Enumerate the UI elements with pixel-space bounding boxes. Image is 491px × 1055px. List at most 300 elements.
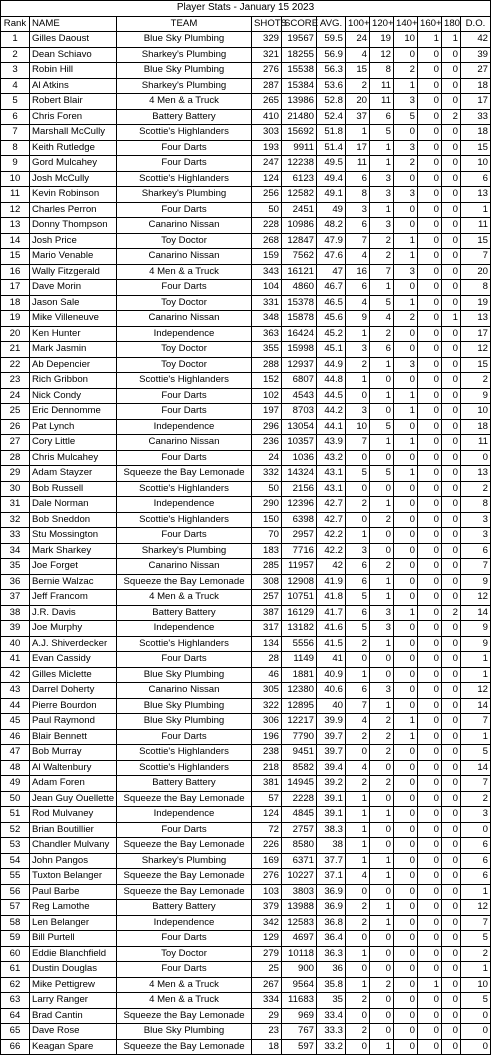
cell-team: Squeeze the Bay Lemonade — [117, 884, 252, 900]
cell-team: Sharkey's Plumbing — [117, 47, 252, 63]
cell-140-plus: 0 — [394, 869, 418, 885]
cell-160-plus: 0 — [418, 884, 442, 900]
cell-160-plus: 0 — [418, 993, 442, 1009]
cell-rank: 40 — [1, 636, 30, 652]
cell-180: 0 — [442, 621, 461, 637]
cell-team: Independence — [117, 497, 252, 513]
cell-do: 33 — [461, 109, 491, 125]
cell-avg: 47.9 — [317, 233, 346, 249]
cell-160-plus: 0 — [418, 497, 442, 513]
cell-name: Mike Villeneuve — [30, 311, 117, 327]
cell-160-plus: 0 — [418, 249, 442, 265]
cell-score: 14324 — [282, 466, 317, 482]
cell-rank: 29 — [1, 466, 30, 482]
cell-120-plus: 5 — [370, 466, 394, 482]
cell-avg: 42 — [317, 559, 346, 575]
cell-avg: 36.3 — [317, 946, 346, 962]
cell-180: 0 — [442, 776, 461, 792]
cell-160-plus: 0 — [418, 264, 442, 280]
cell-avg: 36.9 — [317, 884, 346, 900]
cell-score: 21480 — [282, 109, 317, 125]
cell-120-plus: 1 — [370, 140, 394, 156]
cell-avg: 33.3 — [317, 1024, 346, 1040]
table-row — [1, 559, 491, 575]
cell-avg: 39.1 — [317, 807, 346, 823]
cell-rank: 60 — [1, 946, 30, 962]
cell-rank: 22 — [1, 357, 30, 373]
cell-120-plus: 1 — [370, 388, 394, 404]
cell-do: 5 — [461, 745, 491, 761]
cell-avg: 33.2 — [317, 1039, 346, 1055]
cell-shots: 104 — [252, 280, 282, 296]
cell-160-plus: 0 — [418, 47, 442, 63]
cell-score: 12217 — [282, 714, 317, 730]
cell-team: Four Darts — [117, 156, 252, 172]
cell-do: 10 — [461, 977, 491, 993]
cell-do: 20 — [461, 264, 491, 280]
cell-shots: 24 — [252, 450, 282, 466]
cell-160-plus: 0 — [418, 109, 442, 125]
cell-140-plus: 0 — [394, 590, 418, 606]
cell-avg: 42.7 — [317, 497, 346, 513]
cell-120-plus: 0 — [370, 962, 394, 978]
cell-rank: 28 — [1, 450, 30, 466]
cell-team: Sharkey's Plumbing — [117, 78, 252, 94]
cell-160-plus: 0 — [418, 435, 442, 451]
cell-rank: 51 — [1, 807, 30, 823]
cell-140-plus: 0 — [394, 280, 418, 296]
cell-avg: 43.2 — [317, 450, 346, 466]
cell-160-plus: 0 — [418, 776, 442, 792]
cell-avg: 48.2 — [317, 218, 346, 234]
cell-140-plus: 0 — [394, 838, 418, 854]
cell-score: 11683 — [282, 993, 317, 1009]
cell-160-plus: 0 — [418, 295, 442, 311]
cell-120-plus: 1 — [370, 636, 394, 652]
cell-180: 0 — [442, 1008, 461, 1024]
cell-team: Four Darts — [117, 280, 252, 296]
cell-120-plus: 1 — [370, 853, 394, 869]
cell-100-plus: 0 — [346, 1008, 370, 1024]
cell-do: 3 — [461, 512, 491, 528]
cell-160-plus: 0 — [418, 962, 442, 978]
cell-180: 0 — [442, 528, 461, 544]
cell-name: Keith Rutledge — [30, 140, 117, 156]
cell-100-plus: 5 — [346, 466, 370, 482]
table-row — [1, 78, 491, 94]
cell-do: 9 — [461, 621, 491, 637]
table-row — [1, 63, 491, 79]
cell-100-plus: 1 — [346, 791, 370, 807]
cell-120-plus: 3 — [370, 171, 394, 187]
cell-do: 1 — [461, 667, 491, 683]
cell-rank: 50 — [1, 791, 30, 807]
cell-rank: 62 — [1, 977, 30, 993]
cell-180: 0 — [442, 667, 461, 683]
cell-180: 0 — [442, 481, 461, 497]
header-140-plus: 140+ — [394, 16, 418, 32]
cell-180: 1 — [442, 32, 461, 48]
cell-shots: 303 — [252, 125, 282, 141]
cell-120-plus: 0 — [370, 791, 394, 807]
cell-team: Scottie's Highlanders — [117, 636, 252, 652]
cell-100-plus: 2 — [346, 993, 370, 1009]
cell-120-plus: 3 — [370, 218, 394, 234]
cell-180: 0 — [442, 652, 461, 668]
cell-160-plus: 0 — [418, 326, 442, 342]
cell-score: 2451 — [282, 202, 317, 218]
cell-team: Battery Battery — [117, 776, 252, 792]
cell-100-plus: 4 — [346, 249, 370, 265]
cell-rank: 3 — [1, 63, 30, 79]
cell-shots: 285 — [252, 559, 282, 575]
table-row — [1, 931, 491, 947]
cell-140-plus: 0 — [394, 450, 418, 466]
cell-name: Adam Stayzer — [30, 466, 117, 482]
cell-name: Keagan Spare — [30, 1039, 117, 1055]
cell-180: 0 — [442, 698, 461, 714]
header-do: D.O. — [461, 16, 491, 32]
cell-shots: 257 — [252, 590, 282, 606]
cell-140-plus: 0 — [394, 574, 418, 590]
cell-180: 0 — [442, 140, 461, 156]
cell-name: Pierre Bourdon — [30, 698, 117, 714]
cell-140-plus: 0 — [394, 900, 418, 916]
cell-100-plus: 6 — [346, 280, 370, 296]
cell-180: 0 — [442, 729, 461, 745]
table-row — [1, 590, 491, 606]
cell-140-plus: 0 — [394, 202, 418, 218]
cell-160-plus: 0 — [418, 822, 442, 838]
cell-120-plus: 0 — [370, 481, 394, 497]
cell-score: 12583 — [282, 915, 317, 931]
cell-100-plus: 1 — [346, 838, 370, 854]
cell-shots: 150 — [252, 512, 282, 528]
cell-do: 15 — [461, 140, 491, 156]
cell-160-plus: 0 — [418, 202, 442, 218]
cell-rank: 7 — [1, 125, 30, 141]
table-row — [1, 528, 491, 544]
cell-score: 12895 — [282, 698, 317, 714]
cell-do: 9 — [461, 574, 491, 590]
table-row — [1, 698, 491, 714]
cell-score: 7562 — [282, 249, 317, 265]
cell-team: Four Darts — [117, 202, 252, 218]
cell-score: 1881 — [282, 667, 317, 683]
cell-140-plus: 3 — [394, 94, 418, 110]
cell-100-plus: 2 — [346, 776, 370, 792]
table-row — [1, 900, 491, 916]
cell-180: 0 — [442, 450, 461, 466]
cell-score: 12396 — [282, 497, 317, 513]
cell-do: 1 — [461, 652, 491, 668]
cell-100-plus: 2 — [346, 78, 370, 94]
cell-do: 2 — [461, 946, 491, 962]
cell-rank: 14 — [1, 233, 30, 249]
cell-rank: 44 — [1, 698, 30, 714]
header-100-plus: 100+ — [346, 16, 370, 32]
cell-name: Nick Condy — [30, 388, 117, 404]
cell-name: Eddie Blanchfield — [30, 946, 117, 962]
cell-shots: 321 — [252, 47, 282, 63]
cell-rank: 10 — [1, 171, 30, 187]
cell-rank: 47 — [1, 745, 30, 761]
cell-180: 0 — [442, 574, 461, 590]
cell-score: 4697 — [282, 931, 317, 947]
cell-160-plus: 0 — [418, 94, 442, 110]
cell-name: Paul Raymond — [30, 714, 117, 730]
cell-do: 10 — [461, 156, 491, 172]
cell-180: 0 — [442, 497, 461, 513]
cell-rank: 66 — [1, 1039, 30, 1055]
cell-team: Blue Sky Plumbing — [117, 1024, 252, 1040]
cell-rank: 63 — [1, 993, 30, 1009]
cell-100-plus: 3 — [346, 543, 370, 559]
cell-rank: 30 — [1, 481, 30, 497]
cell-180: 0 — [442, 373, 461, 389]
cell-rank: 64 — [1, 1008, 30, 1024]
cell-avg: 49.1 — [317, 187, 346, 203]
cell-160-plus: 0 — [418, 652, 442, 668]
cell-avg: 39.7 — [317, 745, 346, 761]
cell-score: 6807 — [282, 373, 317, 389]
cell-100-plus: 6 — [346, 605, 370, 621]
cell-team: Four Darts — [117, 528, 252, 544]
cell-team: Sharkey's Plumbing — [117, 853, 252, 869]
cell-name: Gilles Daoust — [30, 32, 117, 48]
cell-180: 0 — [442, 1024, 461, 1040]
cell-100-plus: 4 — [346, 869, 370, 885]
cell-shots: 25 — [252, 962, 282, 978]
table-row — [1, 125, 491, 141]
cell-rank: 18 — [1, 295, 30, 311]
cell-160-plus: 0 — [418, 481, 442, 497]
cell-shots: 306 — [252, 714, 282, 730]
cell-avg: 44.8 — [317, 373, 346, 389]
cell-160-plus: 0 — [418, 683, 442, 699]
cell-name: Josh McCully — [30, 171, 117, 187]
cell-avg: 42.2 — [317, 528, 346, 544]
cell-120-plus: 2 — [370, 326, 394, 342]
table-row — [1, 791, 491, 807]
cell-do: 9 — [461, 388, 491, 404]
cell-team: Independence — [117, 419, 252, 435]
cell-team: 4 Men & a Truck — [117, 977, 252, 993]
cell-name: Brad Cantin — [30, 1008, 117, 1024]
cell-name: Jean Guy Ouellette — [30, 791, 117, 807]
cell-140-plus: 0 — [394, 373, 418, 389]
cell-140-plus: 10 — [394, 32, 418, 48]
cell-120-plus: 0 — [370, 884, 394, 900]
cell-180: 0 — [442, 326, 461, 342]
cell-180: 0 — [442, 853, 461, 869]
cell-rank: 34 — [1, 543, 30, 559]
table-row — [1, 280, 491, 296]
cell-120-plus: 2 — [370, 233, 394, 249]
cell-do: 1 — [461, 202, 491, 218]
cell-do: 10 — [461, 404, 491, 420]
cell-do: 39 — [461, 47, 491, 63]
cell-name: Pat Lynch — [30, 419, 117, 435]
cell-do: 2 — [461, 791, 491, 807]
cell-do: 5 — [461, 993, 491, 1009]
cell-avg: 35 — [317, 993, 346, 1009]
cell-160-plus: 0 — [418, 1039, 442, 1055]
cell-rank: 35 — [1, 559, 30, 575]
table-row — [1, 264, 491, 280]
cell-do: 42 — [461, 32, 491, 48]
cell-score: 16121 — [282, 264, 317, 280]
table-row — [1, 512, 491, 528]
cell-140-plus: 0 — [394, 559, 418, 575]
cell-do: 5 — [461, 931, 491, 947]
cell-160-plus: 0 — [418, 698, 442, 714]
cell-160-plus: 0 — [418, 574, 442, 590]
cell-shots: 226 — [252, 838, 282, 854]
cell-name: Cory Little — [30, 435, 117, 451]
cell-160-plus: 0 — [418, 838, 442, 854]
cell-shots: 159 — [252, 249, 282, 265]
table-row — [1, 1008, 491, 1024]
cell-team: Squeeze the Bay Lemonade — [117, 1039, 252, 1055]
cell-shots: 134 — [252, 636, 282, 652]
cell-180: 2 — [442, 109, 461, 125]
cell-score: 3803 — [282, 884, 317, 900]
cell-140-plus: 3 — [394, 140, 418, 156]
cell-do: 7 — [461, 559, 491, 575]
header-name: NAME — [30, 16, 117, 32]
cell-140-plus: 0 — [394, 218, 418, 234]
cell-100-plus: 1 — [346, 373, 370, 389]
cell-score: 8703 — [282, 404, 317, 420]
cell-team: Four Darts — [117, 140, 252, 156]
cell-avg: 44.9 — [317, 357, 346, 373]
cell-180: 1 — [442, 311, 461, 327]
cell-120-plus: 1 — [370, 280, 394, 296]
cell-score: 19567 — [282, 32, 317, 48]
cell-140-plus: 3 — [394, 357, 418, 373]
cell-shots: 256 — [252, 187, 282, 203]
cell-160-plus: 0 — [418, 78, 442, 94]
cell-160-plus: 0 — [418, 760, 442, 776]
cell-180: 0 — [442, 171, 461, 187]
cell-do: 18 — [461, 125, 491, 141]
cell-100-plus: 6 — [346, 683, 370, 699]
cell-100-plus: 17 — [346, 140, 370, 156]
cell-shots: 72 — [252, 822, 282, 838]
cell-team: Four Darts — [117, 404, 252, 420]
cell-100-plus: 5 — [346, 590, 370, 606]
cell-180: 0 — [442, 435, 461, 451]
cell-180: 0 — [442, 78, 461, 94]
cell-team: Independence — [117, 326, 252, 342]
table-row — [1, 32, 491, 48]
cell-160-plus: 0 — [418, 667, 442, 683]
cell-name: Gilles Miclette — [30, 667, 117, 683]
cell-shots: 103 — [252, 884, 282, 900]
cell-120-plus: 1 — [370, 202, 394, 218]
cell-160-plus: 0 — [418, 946, 442, 962]
cell-avg: 51.4 — [317, 140, 346, 156]
cell-rank: 43 — [1, 683, 30, 699]
cell-team: Squeeze the Bay Lemonade — [117, 791, 252, 807]
cell-140-plus: 0 — [394, 326, 418, 342]
cell-score: 16129 — [282, 605, 317, 621]
cell-do: 7 — [461, 249, 491, 265]
cell-160-plus: 0 — [418, 636, 442, 652]
cell-shots: 363 — [252, 326, 282, 342]
cell-avg: 45.2 — [317, 326, 346, 342]
cell-120-plus: 2 — [370, 512, 394, 528]
cell-shots: 29 — [252, 1008, 282, 1024]
cell-180: 0 — [442, 807, 461, 823]
cell-rank: 9 — [1, 156, 30, 172]
cell-score: 1149 — [282, 652, 317, 668]
cell-140-plus: 1 — [394, 435, 418, 451]
cell-100-plus: 6 — [346, 171, 370, 187]
cell-rank: 8 — [1, 140, 30, 156]
cell-100-plus: 1 — [346, 528, 370, 544]
cell-120-plus: 5 — [370, 295, 394, 311]
cell-160-plus: 0 — [418, 559, 442, 575]
cell-100-plus: 9 — [346, 311, 370, 327]
cell-rank: 52 — [1, 822, 30, 838]
cell-score: 15538 — [282, 63, 317, 79]
cell-140-plus: 1 — [394, 295, 418, 311]
cell-do: 18 — [461, 419, 491, 435]
cell-160-plus: 0 — [418, 729, 442, 745]
cell-team: Scottie's Highlanders — [117, 125, 252, 141]
cell-score: 9451 — [282, 745, 317, 761]
cell-120-plus: 2 — [370, 559, 394, 575]
cell-shots: 70 — [252, 528, 282, 544]
cell-140-plus: 0 — [394, 931, 418, 947]
cell-shots: 343 — [252, 264, 282, 280]
cell-180: 0 — [442, 264, 461, 280]
cell-name: Stu Mossington — [30, 528, 117, 544]
cell-180: 0 — [442, 900, 461, 916]
cell-name: Bernie Walzac — [30, 574, 117, 590]
cell-120-plus: 0 — [370, 373, 394, 389]
cell-score: 7790 — [282, 729, 317, 745]
cell-score: 15998 — [282, 342, 317, 358]
cell-score: 13054 — [282, 419, 317, 435]
cell-rank: 61 — [1, 962, 30, 978]
table-row — [1, 373, 491, 389]
table-row — [1, 249, 491, 265]
cell-180: 0 — [442, 869, 461, 885]
cell-180: 0 — [442, 636, 461, 652]
cell-team: Blue Sky Plumbing — [117, 667, 252, 683]
cell-140-plus: 0 — [394, 791, 418, 807]
cell-team: Independence — [117, 807, 252, 823]
cell-avg: 45.1 — [317, 342, 346, 358]
cell-120-plus: 11 — [370, 94, 394, 110]
cell-180: 0 — [442, 63, 461, 79]
cell-score: 10986 — [282, 218, 317, 234]
cell-120-plus: 3 — [370, 605, 394, 621]
cell-180: 0 — [442, 233, 461, 249]
cell-score: 4860 — [282, 280, 317, 296]
cell-140-plus: 2 — [394, 156, 418, 172]
cell-100-plus: 37 — [346, 109, 370, 125]
table-row — [1, 636, 491, 652]
cell-120-plus: 1 — [370, 915, 394, 931]
table-row — [1, 218, 491, 234]
cell-team: Canarino Nissan — [117, 559, 252, 575]
cell-shots: 317 — [252, 621, 282, 637]
cell-team: Blue Sky Plumbing — [117, 698, 252, 714]
